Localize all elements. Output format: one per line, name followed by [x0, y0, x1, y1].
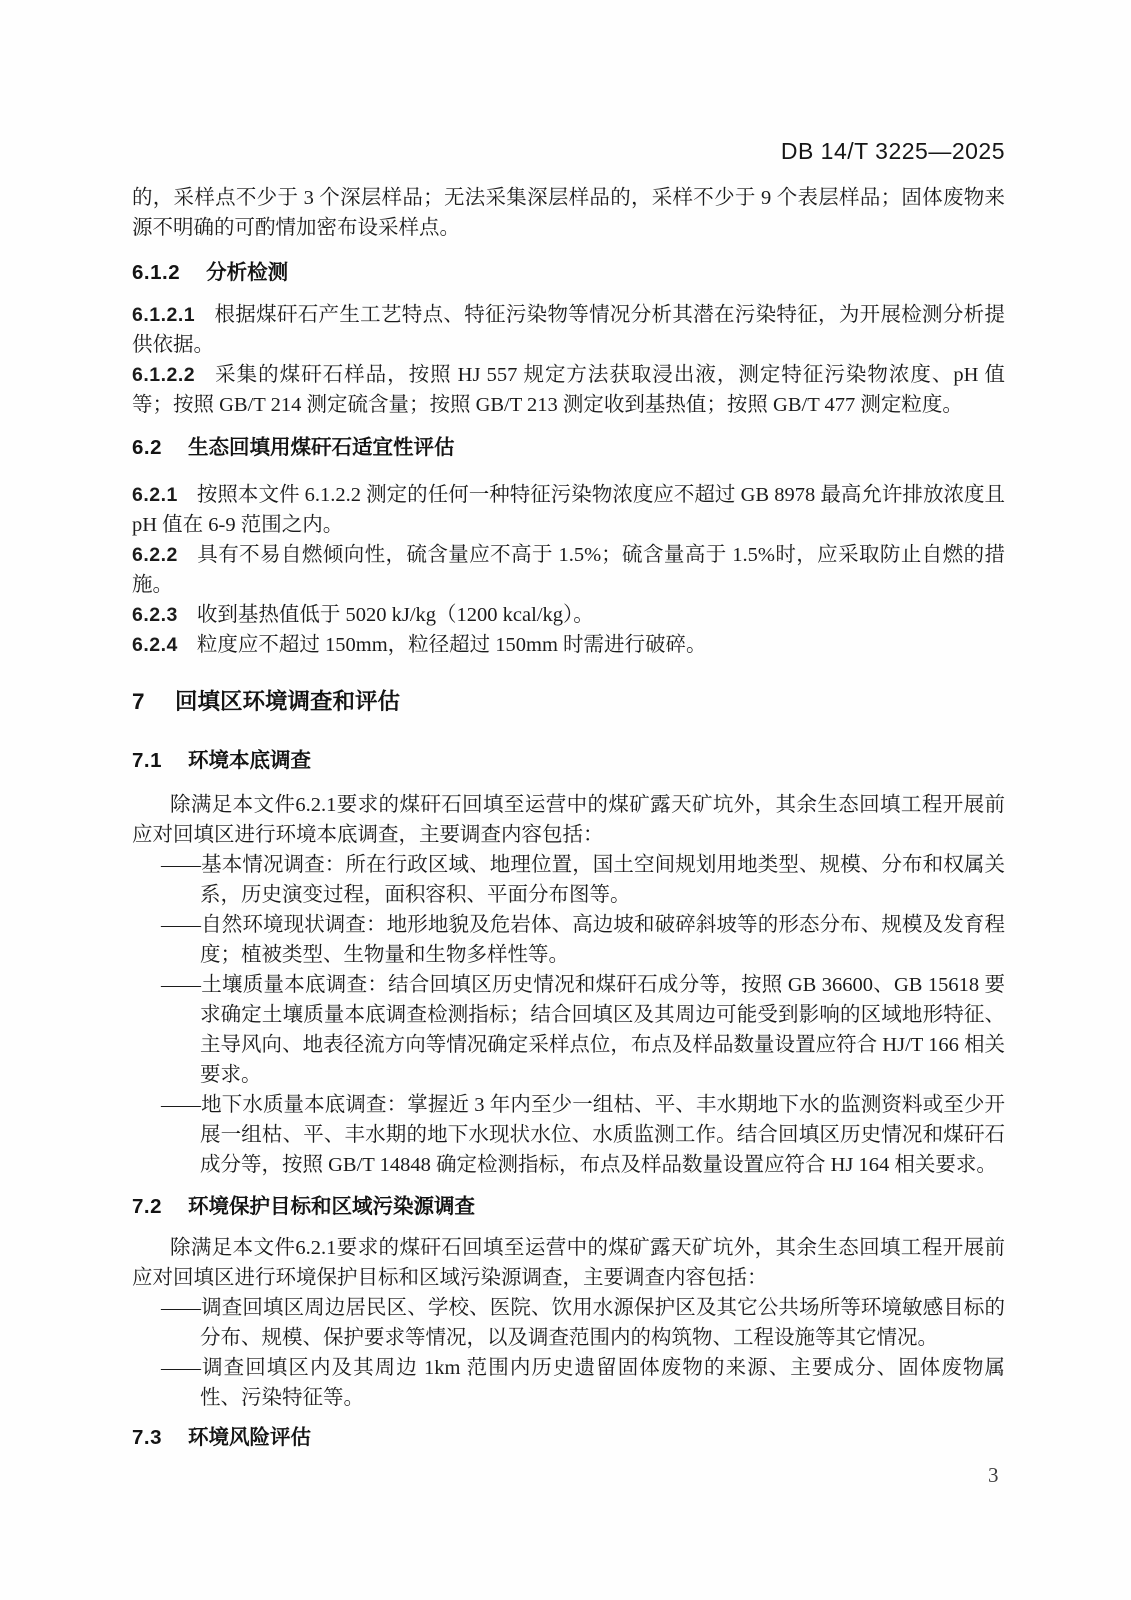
paragraph-7-2-intro: 除满足本文件6.2.1要求的煤矸石回填至运营中的煤矿露天矿坑外，其余生态回填工程开展前应对回填区进行环境保护目标和区域污染源调查，主要调查内容包括：: [132, 1237, 1005, 1289]
list-item: [132, 1293, 1005, 1353]
dash-marker: ——: [161, 1094, 200, 1116]
list-item-text: 调查回填区内及其周边 1km 范围内历史遗留固体废物的来源、主要成分、固体废物属性、污染特征等。: [200, 1357, 1005, 1409]
heading-number: 7: [132, 689, 146, 714]
clause-6-2-2: [132, 540, 1005, 600]
clause-number: 6.2.2: [132, 544, 178, 566]
clause-text: 按照本文件 6.1.2.2 测定的任何一种特征污染物浓度应不超过 GB 8978 最高允许排放浓度且 pH 值在 6-9 范围之内。: [132, 484, 1005, 536]
heading-number: 6.1.2: [132, 261, 181, 284]
heading-number: 7.1: [132, 749, 162, 772]
clause-number: 6.2.3: [132, 604, 178, 626]
clause-number: 6.1.2.2: [132, 364, 196, 386]
dash-marker: ——: [161, 854, 200, 876]
list-item: [132, 1353, 1005, 1413]
heading-number: 6.2: [132, 436, 162, 459]
clause-text: 根据煤矸石产生工艺特点、特征污染物等情况分析其潜在污染特征，为开展检测分析提供依据。: [132, 304, 1005, 356]
dash-marker: ——: [161, 914, 200, 936]
page-number: 3: [988, 1463, 999, 1487]
clause-6-1-2-2: [132, 360, 1005, 420]
heading-7: [132, 685, 1005, 718]
heading-title: 环境本底调查: [188, 749, 311, 772]
list-item-text: 土壤质量本底调查：结合回填区历史情况和煤矸石成分等，按照 GB 36600、GB 15618 要求确定土壤质量本底调查检测指标；结合回填区及其周边可能受到影响的区域地形特征、主导风向、地表径流方向等情况确定采样点位，布点及样品数量设置应符合 HJ/T 166 相关要求。: [200, 974, 1005, 1086]
clause-6-2-3: [132, 600, 1005, 630]
list-item-text: 调查回填区周边居民区、学校、医院、饮用水源保护区及其它公共场所等环境敏感目标的分布、规模、保护要求等情况，以及调查范围内的构筑物、工程设施等其它情况。: [200, 1297, 1005, 1349]
clause-text: 具有不易自燃倾向性，硫含量应不高于 1.5%；硫含量高于 1.5%时，应采取防止自燃的措施。: [132, 544, 1005, 596]
heading-title: 分析检测: [206, 261, 289, 284]
clause-6-2-4: [132, 630, 1005, 660]
clause-text: 粒度应不超过 150mm，粒径超过 150mm 时需进行破碎。: [196, 634, 707, 656]
heading-7-1: [132, 746, 1005, 776]
clause-number: 6.2.1: [132, 484, 178, 506]
heading-title: 环境风险评估: [188, 1426, 311, 1449]
clause-number: 6.2.4: [132, 634, 178, 656]
heading-6-1-2: [132, 258, 1005, 288]
clause-6-2-1: [132, 480, 1005, 540]
heading-title: 生态回填用煤矸石适宜性评估: [188, 436, 455, 459]
heading-number: 7.3: [132, 1426, 162, 1449]
heading-title: 回填区环境调查和评估: [175, 689, 401, 714]
heading-7-2: [132, 1192, 1005, 1222]
clause-text: 收到基热值低于 5020 kJ/kg（1200 kcal/kg）。: [196, 604, 594, 626]
list-item-text: 基本情况调查：所在行政区域、地理位置，国土空间规划用地类型、规模、分布和权属关系，历史演变过程，面积容积、平面分布图等。: [200, 854, 1005, 906]
heading-number: 7.2: [132, 1195, 162, 1218]
heading-6-2: [132, 433, 1005, 463]
heading-7-3: [132, 1423, 1005, 1453]
clause-text: 采集的煤矸石样品，按照 HJ 557 规定方法获取浸出液，测定特征污染物浓度、pH 值等；按照 GB/T 214 测定硫含量；按照 GB/T 213 测定收到基热值；按照 GB/T 477 测定粒度。: [132, 364, 1005, 416]
list-item: [132, 1090, 1005, 1180]
list-item-text: 地下水质量本底调查：掌握近 3 年内至少一组枯、平、丰水期地下水的监测资料或至少开展一组枯、平、丰水期的地下水现状水位、水质监测工作。结合回填区历史情况和煤矸石成分等，按照 GB/T 14848 确定检测指标，布点及样品数量设置应符合 HJ 164 相关要求。: [200, 1094, 1005, 1176]
paragraph-7-1-intro: 除满足本文件6.2.1要求的煤矸石回填至运营中的煤矿露天矿坑外，其余生态回填工程开展前应对回填区进行环境本底调查，主要调查内容包括：: [132, 794, 1005, 846]
heading-title: 环境保护目标和区域污染源调查: [188, 1195, 475, 1218]
list-item: [132, 850, 1005, 910]
paragraph-carryover: 的，采样点不少于 3 个深层样品；无法采集深层样品的，采样不少于 9 个表层样品；固体废物来源不明确的可酌情加密布设采样点。: [132, 187, 1005, 239]
dash-marker: ——: [161, 1357, 200, 1379]
doc-code-header: DB 14/T 3225—2025: [780, 138, 1005, 164]
list-item: [132, 910, 1005, 970]
dash-marker: ——: [161, 1297, 200, 1319]
page-content: [132, 183, 1005, 1453]
clause-number: 6.1.2.1: [132, 304, 196, 326]
list-item-text: 自然环境现状调查：地形地貌及危岩体、高边坡和破碎斜坡等的形态分布、规模及发育程度；植被类型、生物量和生物多样性等。: [200, 914, 1005, 966]
clause-6-1-2-1: [132, 300, 1005, 360]
list-item: [132, 970, 1005, 1090]
dash-marker: ——: [161, 974, 200, 996]
